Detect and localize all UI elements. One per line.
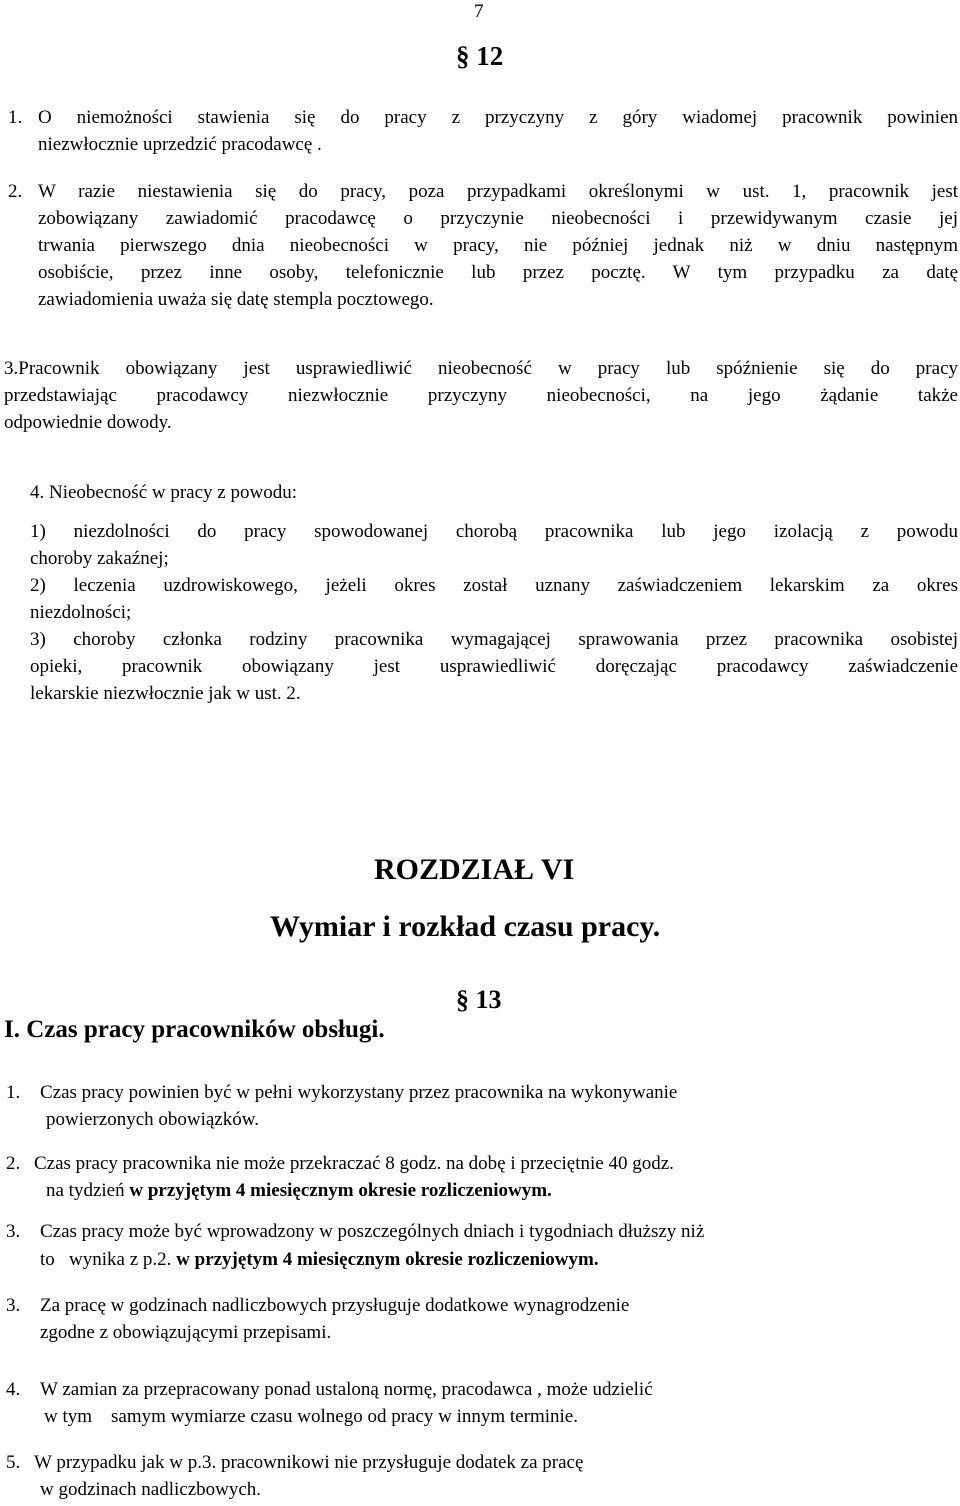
item-6-line: w godzinach nadliczbowych. — [40, 1479, 262, 1500]
section-13-heading: § 13 — [456, 985, 502, 1014]
paragraph-1 — [38, 104, 958, 158]
paragraph-2-number: 2. — [8, 181, 23, 202]
item-6-number: 5. — [6, 1452, 21, 1473]
list-item-line: 2) leczenia uzdrowiskowego, jeżeli okres został uznany zaświadczeniem lekarskim za okres — [30, 575, 958, 596]
item-2-line: Czas pracy pracownika nie może przekraczać 8 godz. na dobę i przeciętnie 40 godz. — [34, 1153, 674, 1174]
item-1-line: Czas pracy powinien być w pełni wykorzystany przez pracownika na wykonywanie — [40, 1082, 678, 1103]
paragraph-2-line: zobowiązany zawiadomić pracodawcę o przyczynie nieobecności i przewidywanym czasie jej — [38, 208, 958, 229]
list-item-line: niezdolności; — [30, 602, 132, 623]
paragraph-2-line: trwania pierwszego dnia nieobecności w pracy, nie później jednak niż w dniu następnym — [38, 235, 958, 256]
paragraph-3-line: przedstawiając pracodawcy niezwłocznie przyczyny nieobecności, na jego żądanie także — [4, 385, 958, 406]
paragraph-2-line: zawiadomienia uważa się datę stempla pocztowego. — [38, 289, 434, 310]
list-item-line: choroby zakaźnej; — [30, 548, 169, 569]
item-4-line: Za pracę w godzinach nadliczbowych przysługuje dodatkowe wynagrodzenie — [40, 1295, 630, 1316]
paragraph-4-heading: 4. Nieobecność w pracy z powodu: — [30, 482, 297, 503]
item-1-line: powierzonych obowiązków. — [46, 1109, 259, 1130]
list-item-line: opieki, pracownik obowiązany jest usprawiedliwić doręczając pracodawcy zaświadczenie — [30, 656, 958, 677]
item-2-bold-text: w przyjętym 4 miesięcznym okresie rozliczeniowym. — [129, 1180, 552, 1201]
item-3-line — [40, 1246, 599, 1273]
item-3-plain-text: to wynika z p.2. — [40, 1249, 177, 1270]
list-item-line: lekarskie niezwłocznie jak w ust. 2. — [30, 683, 301, 704]
paragraph-1-line: O niemożności stawienia się do pracy z przyczyny z góry wiadomej pracownik powinien — [38, 107, 958, 128]
paragraph-4-list — [30, 518, 958, 707]
item-6-line: W przypadku jak w p.3. pracownikowi nie przysługuje dodatek za pracę — [34, 1452, 584, 1473]
item-3-bold-text: w przyjętym 4 miesięcznym okresie rozliczeniowym. — [176, 1249, 599, 1270]
part-title: I. Czas pracy pracowników obsługi. — [4, 1016, 385, 1043]
item-5-line: w tym samym wymiarze czasu wolnego od pracy w innym terminie. — [44, 1406, 578, 1427]
list-item-line: 1) niezdolności do pracy spowodowanej chorobą pracownika lub jego izolacją z powodu — [30, 521, 958, 542]
paragraph-1-line: niezwłocznie uprzedzić pracodawcę . — [38, 134, 322, 155]
item-5-number: 4. — [6, 1379, 21, 1400]
paragraph-2 — [38, 178, 958, 313]
item-2-number: 2. — [6, 1153, 21, 1174]
paragraph-3-line: 3.Pracownik obowiązany jest usprawiedliwić nieobecność w pracy lub spóźnienie się do pracy — [4, 358, 958, 379]
item-5-line: W zamian za przepracowany ponad ustaloną normę, pracodawca , może udzielić — [40, 1379, 653, 1400]
paragraph-3-line: odpowiednie dowody. — [4, 412, 172, 433]
item-1-number: 1. — [6, 1082, 21, 1103]
item-3-number: 3. — [6, 1221, 21, 1242]
page-number: 7 — [474, 1, 484, 22]
item-3-line: Czas pracy może być wprowadzony w poszczególnych dniach i tygodniach dłuższy niż — [40, 1221, 705, 1242]
chapter-title: ROZDZIAŁ VI — [374, 853, 575, 886]
item-4-line: zgodne z obowiązującymi przepisami. — [40, 1322, 332, 1343]
paragraph-2-line: W razie niestawienia się do pracy, poza przypadkami określonymi w ust. 1, pracownik jest — [38, 181, 958, 202]
list-item-line: 3) choroby członka rodziny pracownika wymagającej sprawowania przez pracownika osobistej — [30, 629, 958, 650]
item-2-line — [46, 1177, 552, 1204]
item-2-plain-text: na tydzień — [46, 1180, 130, 1201]
paragraph-2-line: osobiście, przez inne osoby, telefonicznie lub przez pocztę. W tym przypadku za datę — [38, 262, 958, 283]
paragraph-1-number: 1. — [8, 107, 23, 128]
item-4-number: 3. — [6, 1295, 21, 1316]
chapter-subtitle: Wymiar i rozkład czasu pracy. — [270, 910, 661, 943]
paragraph-3 — [4, 355, 958, 436]
section-12-heading: § 12 — [456, 41, 504, 71]
